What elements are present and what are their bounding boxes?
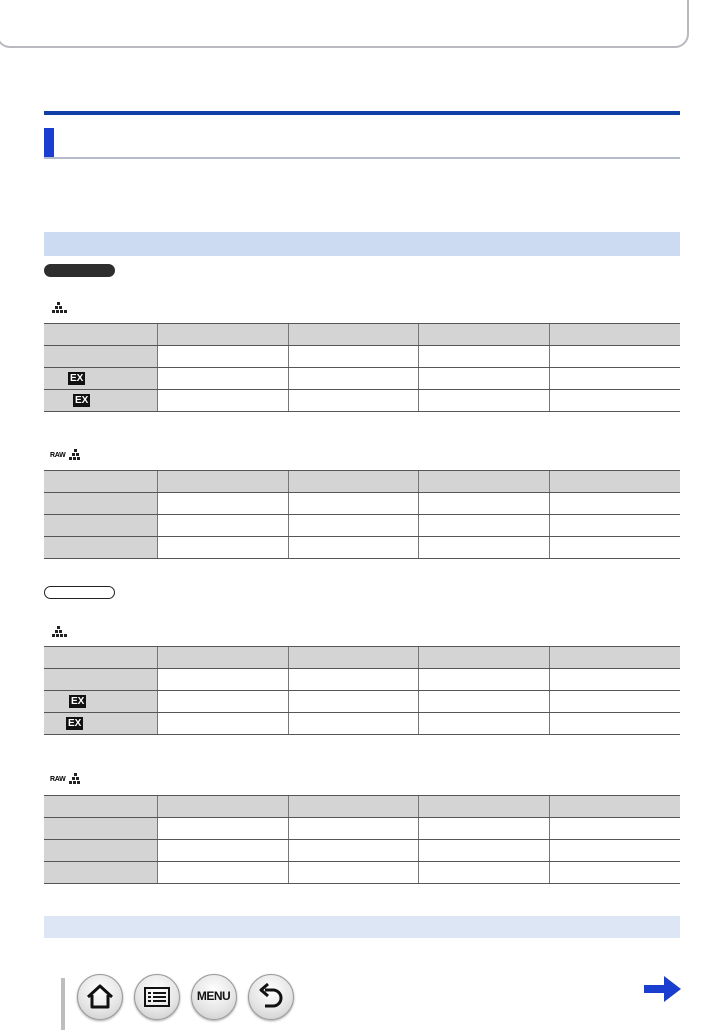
table-header-row <box>44 324 680 346</box>
footer-divider <box>61 978 65 1030</box>
table-row <box>44 713 680 735</box>
back-icon <box>249 975 293 1019</box>
size-table-3 <box>44 646 680 735</box>
quality-fine-icon <box>52 626 68 640</box>
table-row <box>44 669 680 691</box>
table-row <box>44 840 680 862</box>
mode-badge-dark <box>44 264 115 277</box>
table-row <box>44 691 680 713</box>
table-header-row <box>44 471 680 493</box>
subsection-band <box>44 232 680 256</box>
chapter-rule <box>44 111 680 115</box>
table-row <box>44 515 680 537</box>
quality-raw-fine-icon: RAW <box>50 773 82 787</box>
contents-button[interactable] <box>134 974 180 1020</box>
subsection-band-bottom <box>44 916 680 938</box>
table-header-row <box>44 647 680 669</box>
table-row <box>44 818 680 840</box>
quality-raw-fine-icon: RAW <box>50 449 82 463</box>
table-row <box>44 346 680 368</box>
header-tab-frame <box>0 0 689 48</box>
ex-badge-icon: EX <box>71 695 85 707</box>
table-header-row <box>44 796 680 818</box>
table-row <box>44 493 680 515</box>
back-button[interactable] <box>248 974 294 1020</box>
size-table-2 <box>44 470 680 559</box>
ex-badge-icon: EX <box>70 372 84 384</box>
contents-icon <box>135 975 179 1019</box>
next-page-arrow-icon[interactable] <box>644 975 682 1003</box>
size-table-1 <box>44 323 680 412</box>
table-row <box>44 368 680 390</box>
table-row <box>44 862 680 884</box>
mode-badge-light <box>44 586 115 599</box>
section-title-marker <box>44 128 54 158</box>
section-title-underline <box>44 157 680 159</box>
table-row <box>44 537 680 559</box>
home-icon <box>78 975 122 1019</box>
table-row <box>44 390 680 412</box>
menu-icon: MENU <box>196 989 231 1003</box>
ex-badge-icon: EX <box>68 717 82 729</box>
quality-fine-icon <box>52 302 68 316</box>
menu-button[interactable] <box>191 974 237 1020</box>
ex-badge-icon: EX <box>75 394 89 406</box>
size-table-4 <box>44 795 680 884</box>
home-button[interactable] <box>77 974 123 1020</box>
